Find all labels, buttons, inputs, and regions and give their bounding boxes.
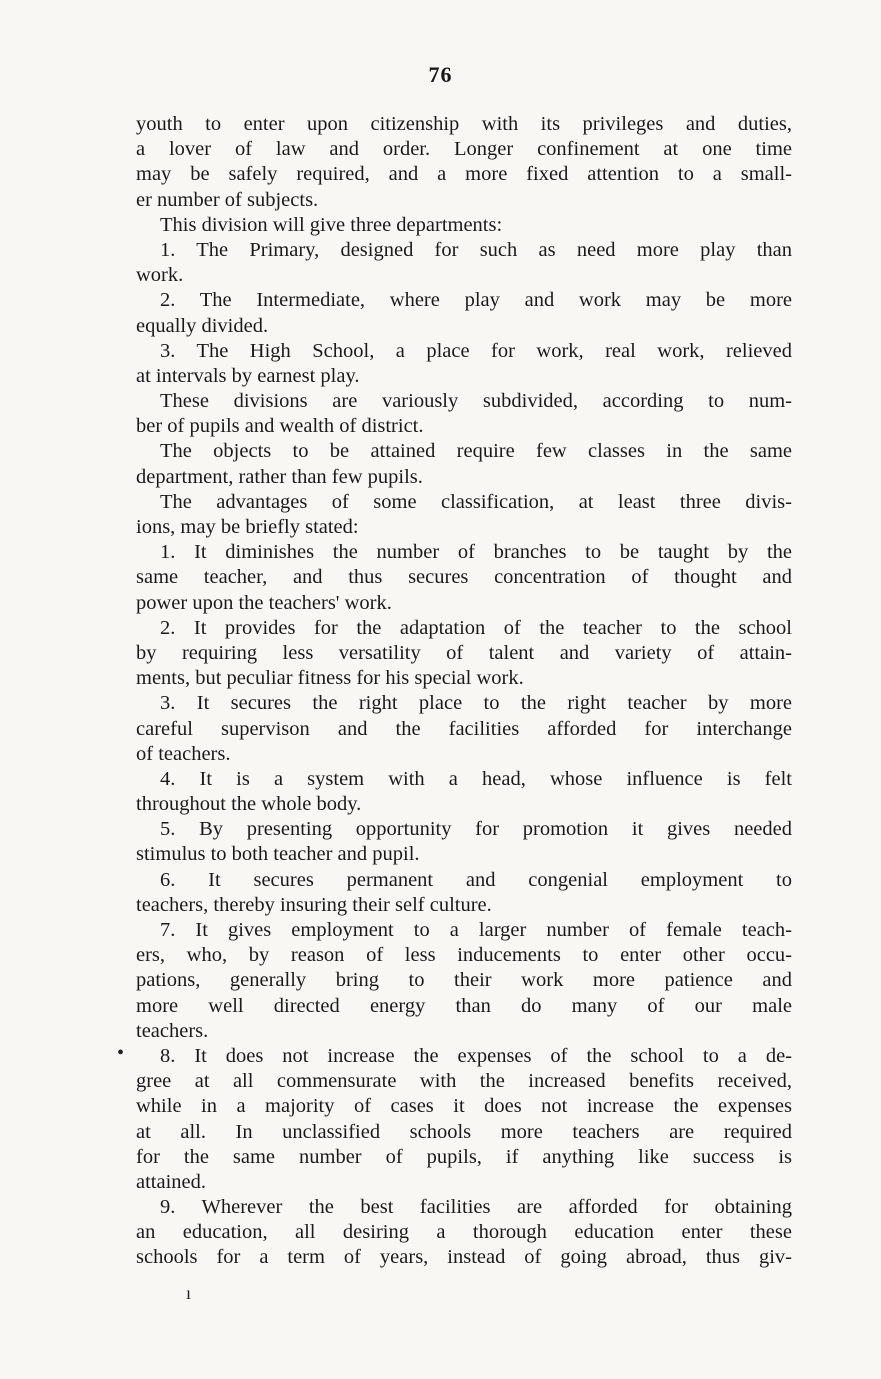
text-line: while in a majority of cases it does not increase the expenses bbox=[136, 1095, 792, 1118]
text-line: 5. By presenting opportunity for promotion it gives needed bbox=[160, 818, 792, 841]
text-line: This division will give three departments: bbox=[160, 213, 503, 236]
text-line: work. bbox=[136, 264, 184, 287]
text-line: of teachers. bbox=[136, 742, 231, 765]
text-line: ments, but peculiar fitness for his special work. bbox=[136, 667, 524, 690]
text-line: equally divided. bbox=[136, 314, 269, 337]
text-line: ers, who, by reason of less inducements to enter other occu- bbox=[136, 944, 792, 967]
text-line: department, rather than few pupils. bbox=[136, 465, 423, 488]
text-line: The advantages of some classification, at least three divis- bbox=[160, 490, 792, 513]
text-line: pations, generally bring to their work more patience and bbox=[136, 969, 792, 992]
text-line: 9. Wherever the best facilities are afforded for obtaining bbox=[160, 1196, 792, 1219]
text-line: youth to enter upon citizenship with its privileges and duties, bbox=[136, 113, 792, 135]
text-line: 2. The Intermediate, where play and work may be more bbox=[160, 289, 792, 312]
text-line: for the same number of pupils, if anything like success is bbox=[136, 1145, 792, 1168]
text-line: 3. It secures the right place to the right teacher by more bbox=[160, 692, 792, 715]
text-line: er number of subjects. bbox=[136, 188, 319, 211]
text-line: These divisions are variously subdivided, according to num- bbox=[160, 390, 792, 413]
text-line: 7. It gives employment to a larger number of female teach- bbox=[160, 919, 792, 941]
text-line: schools for a term of years, instead of going abroad, thus giv- bbox=[136, 1246, 792, 1269]
text-line: The objects to be attained require few classes in the same bbox=[160, 440, 792, 463]
text-line: 4. It is a system with a head, whose influence is felt bbox=[160, 767, 792, 790]
text-line: 1. It diminishes the number of branches to be taught by the bbox=[160, 541, 792, 564]
text-line: 8. It does not increase the expenses of the school to a de- bbox=[160, 1044, 792, 1067]
page-number: 76 bbox=[428, 62, 453, 87]
text-line: by requiring less versatility of talent and variety of attain- bbox=[136, 641, 792, 664]
text-line: 6. It secures permanent and congenial employment to bbox=[160, 868, 792, 891]
text-line: more well directed energy than do many of our male bbox=[136, 994, 792, 1017]
ink-speck: ı bbox=[186, 1283, 192, 1303]
text-line: 2. It provides for the adaptation of the teacher to the school bbox=[160, 616, 792, 639]
text-line: may be safely required, and a more fixed attention to a small- bbox=[136, 163, 792, 186]
text-line: ber of pupils and wealth of district. bbox=[136, 415, 424, 438]
text-line: teachers. bbox=[136, 1019, 209, 1042]
ink-speck: • bbox=[117, 1042, 125, 1064]
text-line: careful supervison and the facilities afforded for interchange bbox=[136, 717, 792, 740]
text-line: 1. The Primary, designed for such as need more play than bbox=[160, 238, 792, 261]
text-line: a lover of law and order. Longer confinement at one time bbox=[136, 138, 792, 161]
text-line: throughout the whole body. bbox=[136, 793, 362, 816]
body-text bbox=[136, 112, 792, 1271]
text-line: teachers, thereby insuring their self culture. bbox=[136, 893, 492, 916]
text-line: same teacher, and thus secures concentration of thought and bbox=[136, 566, 792, 589]
text-line: 3. The High School, a place for work, real work, relieved bbox=[160, 339, 792, 362]
text-line: power upon the teachers' work. bbox=[136, 591, 392, 614]
text-line: stimulus to both teacher and pupil. bbox=[136, 843, 420, 866]
text-line: attained. bbox=[136, 1170, 207, 1193]
text-line: at intervals by earnest play. bbox=[136, 364, 360, 387]
text-line: gree at all commensurate with the increased benefits received, bbox=[136, 1070, 792, 1093]
text-line: ions, may be briefly stated: bbox=[136, 516, 359, 538]
text-line: an education, all desiring a thorough education enter these bbox=[136, 1221, 792, 1244]
text-line: at all. In unclassified schools more teachers are required bbox=[136, 1120, 792, 1143]
